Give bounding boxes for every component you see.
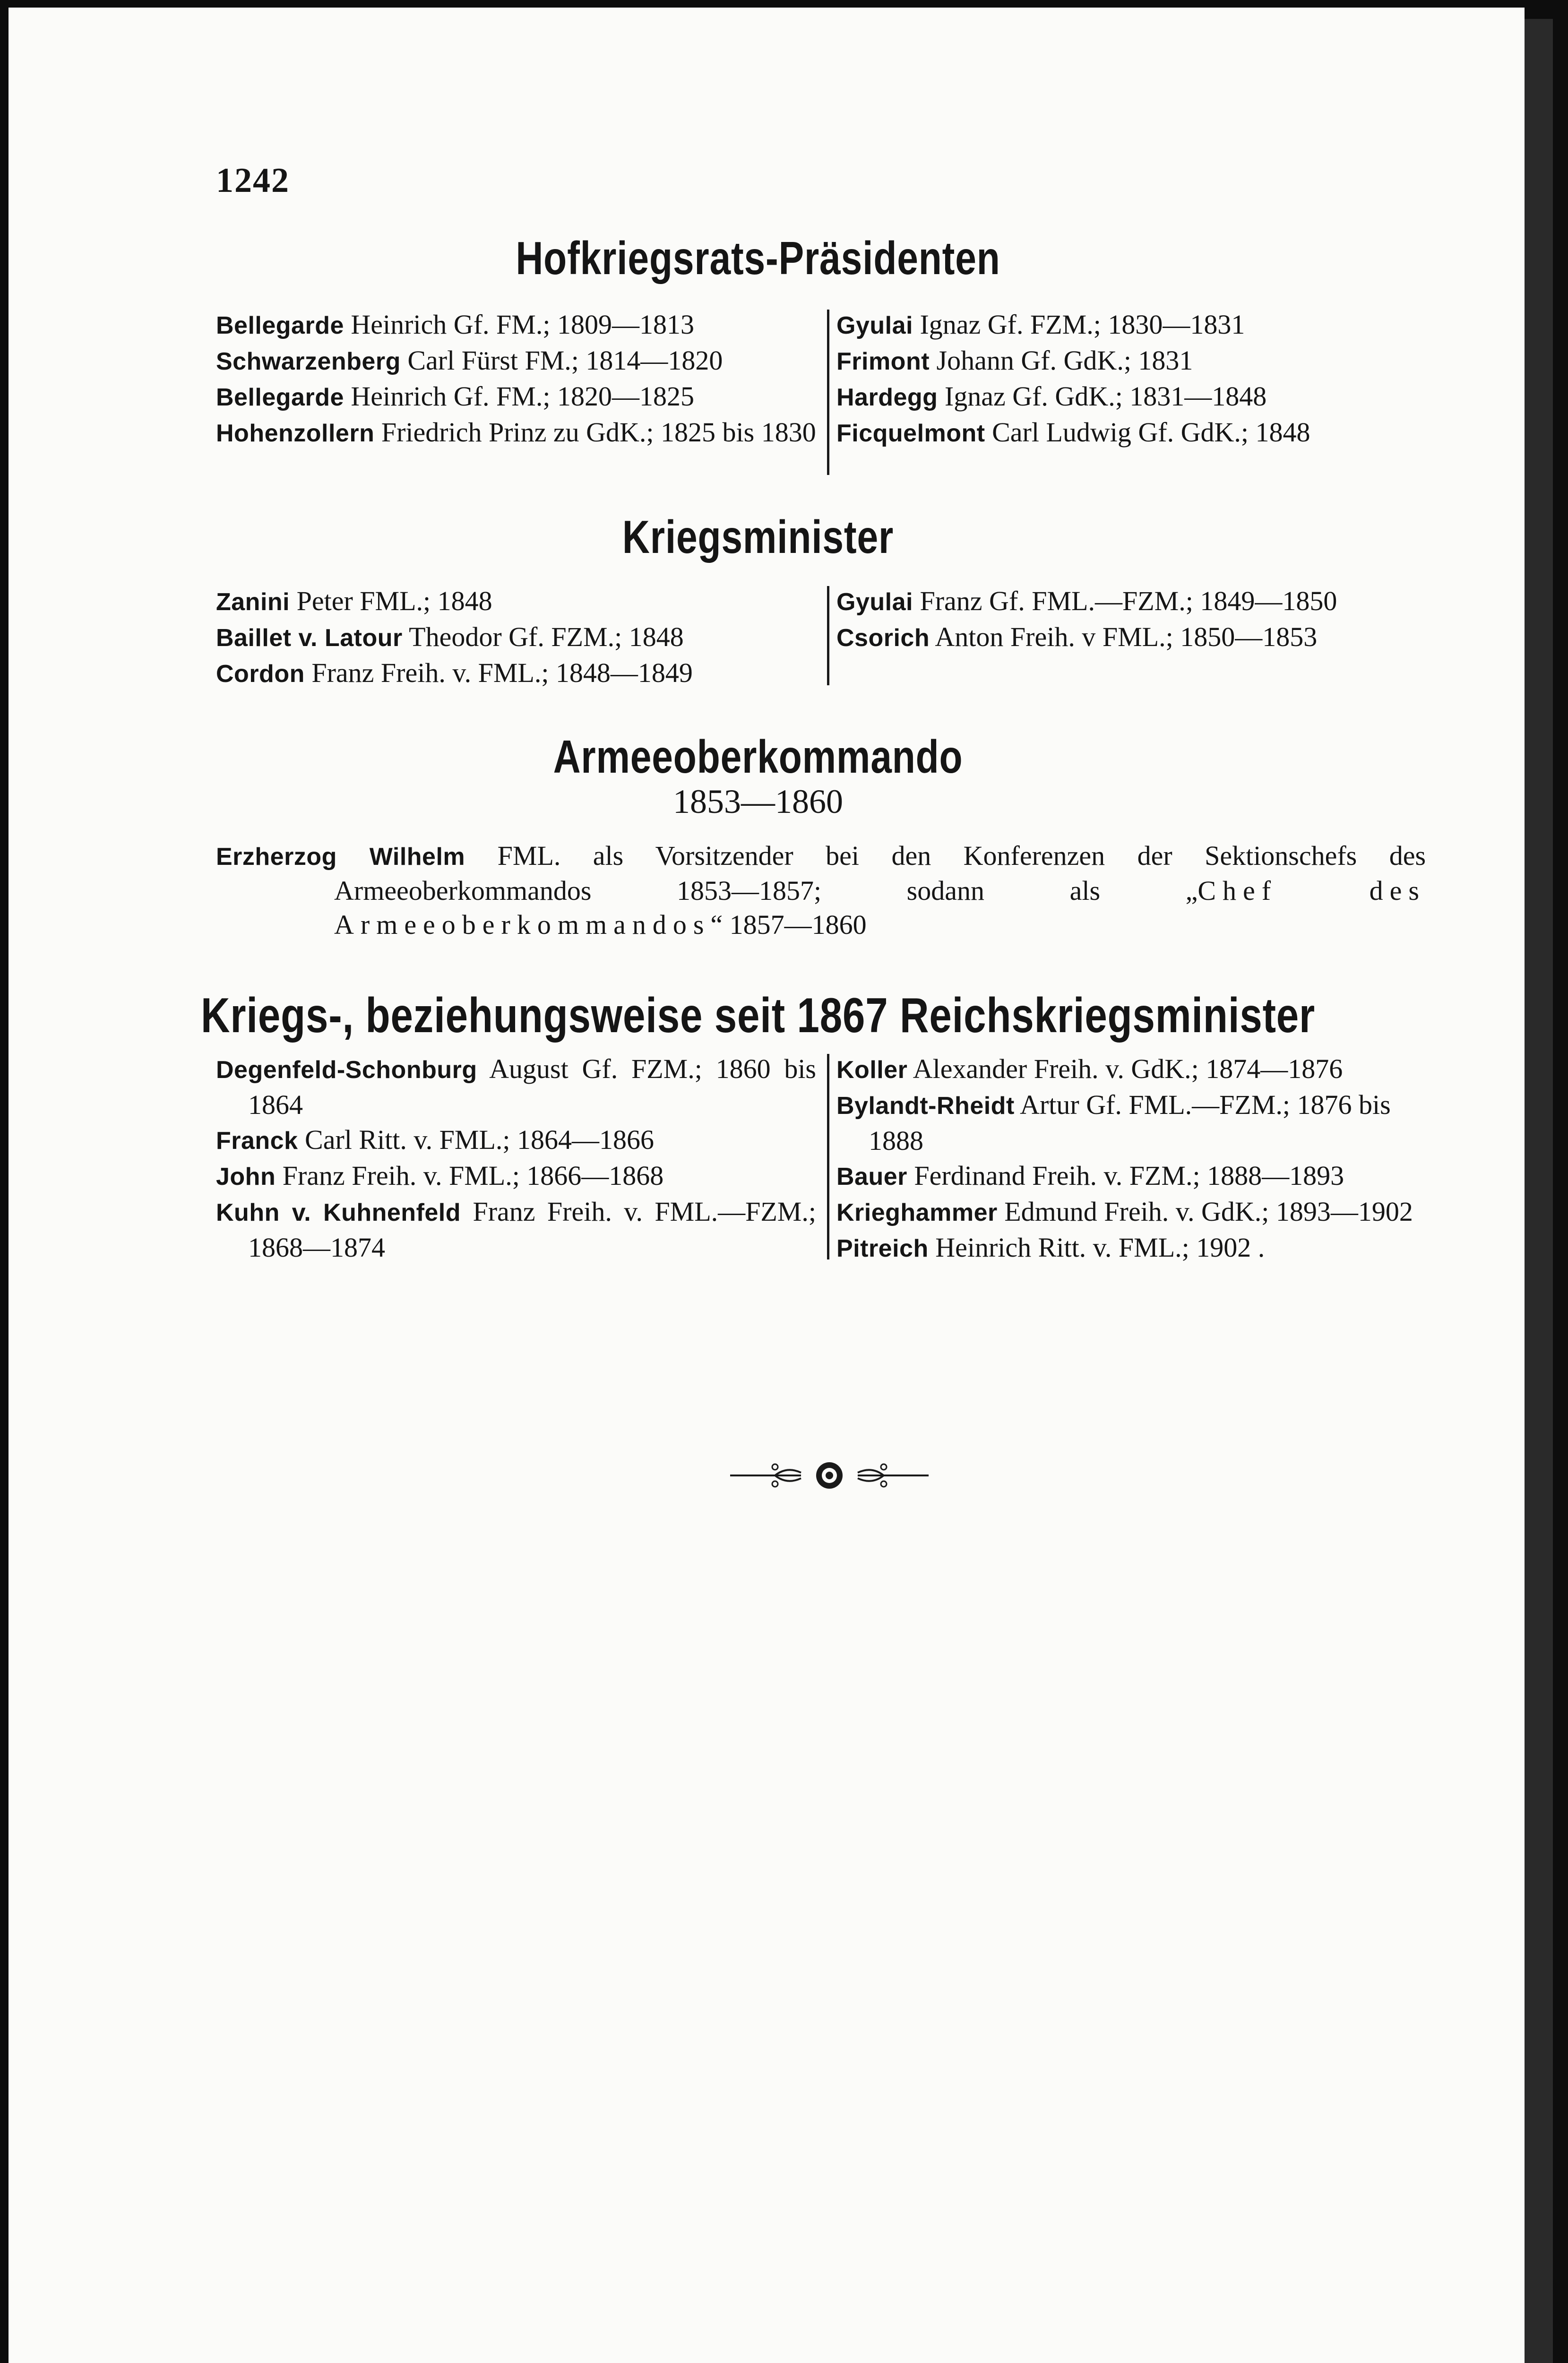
list-item: Franck Carl Ritt. v. FML.; 1864—1866 <box>216 1124 655 1155</box>
section-title-armeeoberkommando: Armeeoberkommando <box>553 731 963 783</box>
list-item: Hardegg Ignaz Gf. GdK.; 1831—1848 <box>836 381 1267 412</box>
list-item: Frimont Johann Gf. GdK.; 1831 <box>836 345 1193 376</box>
section-title-reichskriegsminister: Kriegs-, beziehungsweise seit 1867 Reichskriegsminister <box>200 988 1316 1043</box>
kriegsminister-left-column <box>216 584 816 691</box>
kriegsminister-right-column <box>836 584 1441 655</box>
column-divider <box>827 310 829 475</box>
section-title-hofkriegsrat: Hofkriegsrats-Präsidenten <box>516 232 1000 284</box>
reichskriegsminister-left-column <box>216 1052 816 1265</box>
list-item: Krieghammer Edmund Freih. v. GdK.; 1893—1902 <box>836 1196 1413 1227</box>
list-item: Hohenzollern Friedrich Prinz zu GdK.; 1825 bis 1830 <box>216 417 816 448</box>
list-item: Kuhn v. Kuhnenfeld Franz Freih. v. FML.—FZM.; 1868—1874 <box>216 1196 816 1263</box>
page-edge <box>1525 19 1553 2363</box>
reichskriegsminister-right-column <box>836 1052 1441 1266</box>
list-item: Bellegarde Heinrich Gf. FM.; 1809—1813 <box>216 309 694 340</box>
ornament-divider-icon <box>730 1457 929 1494</box>
hofkriegsrat-left-column <box>216 307 816 451</box>
column-divider <box>827 586 829 685</box>
list-item: Pitreich Heinrich Ritt. v. FML.; 1902 . <box>836 1232 1265 1263</box>
list-item: John Franz Freih. v. FML.; 1866—1868 <box>216 1160 664 1191</box>
list-item: Schwarzenberg Carl Fürst FM.; 1814—1820 <box>216 345 723 376</box>
entry-paragraph: Erzherzog Wilhelm FML. als Vorsitzender bei den Konferenzen der Sektionschefs des Armeeoberkommandos 1853—1857; sodann als „Chef des Armeeoberkommandos“ 1857—1860 <box>216 840 1426 940</box>
section-years: 1853—1860 <box>673 783 843 820</box>
column-divider <box>827 1054 829 1259</box>
list-item: Koller Alexander Freih. v. GdK.; 1874—1876 <box>836 1053 1343 1084</box>
list-item: Bauer Ferdinand Freih. v. FZM.; 1888—1893 <box>836 1160 1344 1191</box>
list-item: Cordon Franz Freih. v. FML.; 1848—1849 <box>216 657 693 688</box>
armeeoberkommando-entry <box>216 839 1426 942</box>
section-title-kriegsminister: Kriegsminister <box>622 511 894 563</box>
page-number: 1242 <box>216 161 290 200</box>
list-item: Gyulai Franz Gf. FML.—FZM.; 1849—1850 <box>836 586 1337 616</box>
hofkriegsrat-right-column <box>836 307 1441 451</box>
list-item: Degenfeld-Schonburg August Gf. FZM.; 1860 bis 1864 <box>216 1053 816 1120</box>
list-item: Csorich Anton Freih. v FML.; 1850—1853 <box>836 621 1318 652</box>
list-item: Bellegarde Heinrich Gf. FM.; 1820—1825 <box>216 381 694 412</box>
list-item: Bylandt-Rheidt Artur Gf. FML.—FZM.; 1876 bis 1888 <box>836 1089 1391 1156</box>
list-item: Baillet v. Latour Theodor Gf. FZM.; 1848 <box>216 621 684 652</box>
list-item: Ficquelmont Carl Ludwig Gf. GdK.; 1848 <box>836 417 1310 448</box>
list-item: Gyulai Ignaz Gf. FZM.; 1830—1831 <box>836 309 1245 340</box>
list-item: Zanini Peter FML.; 1848 <box>216 586 492 616</box>
